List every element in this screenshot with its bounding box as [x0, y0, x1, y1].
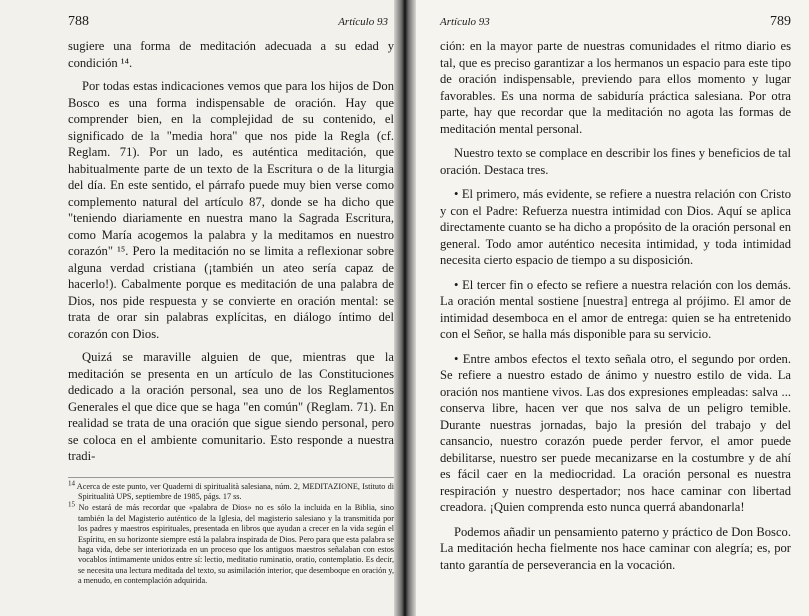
right-head-title: Artículo 93: [440, 16, 490, 28]
right-paragraph-1: ción: en la mayor parte de nuestras comunidades el ritmo diario es tal, que es preciso garantizar a los hermanos un espacio para este tipo de oración indispensable, previendo para ellos momento y lugar favorables. Es una norma de sabiduría práctica salesiana. Por otra parte, hay que recordar que la meditación no agota las formas de meditación mental personal.: [440, 39, 791, 136]
right-running-head: [440, 14, 791, 34]
footnote-14-text: Acerca de este punto, ver Quaderni di spiritualità salesiana, núm. 2, MEDITAZIONE, Istituto di Spiritualità UPS, septiembre de 1985, págs. 17 ss.: [76, 481, 394, 501]
right-page: [408, 0, 809, 616]
left-body-text: [68, 38, 394, 465]
right-paragraph-3: • El primero, más evidente, se refiere a nuestra relación con Cristo y con el Padre: Refuerza nuestra intimidad con Dios. Aquí se aplica directamente cuanto se ha dicho a propósito de la oración personal en general. Todo amor auténtico necesita intimidad, y toda intimidad necesita cierto espacio de tiempo a su disposición.: [440, 187, 791, 267]
book-gutter: [394, 0, 416, 616]
left-paragraph-1: sugiere una forma de meditación adecuada a su edad y condición ¹⁴.: [68, 39, 394, 70]
right-page-number: 789: [770, 14, 791, 29]
right-paragraph-6: Podemos añadir un pensamiento paterno y práctico de Don Bosco. La meditación hecha fielmente nos hace caminar con alegría; es, por tanto garantía de perseverancia en la vocación.: [440, 524, 791, 572]
footnote-14-number: 14: [68, 478, 75, 487]
right-paragraph-2: Nuestro texto se complace en describir los fines y beneficios de tal oración. Destaca tres.: [440, 146, 791, 177]
right-paragraph-4: • El tercer fin o efecto se refiere a nuestra relación con los demás. La oración mental sostiene [nuestra] entrega al prójimo. El amor de intimidad desemboca en el amor de entrega: quien se ha entretenido con el Señor, se halla más disponible para su servicio.: [440, 277, 791, 341]
footnote-15-text: No estará de más recordar que «palabra de Dios» no es sólo la incluida en la Biblia, sino también la del Magisterio auténtico de la Iglesia, del magisterio salesiano y la transmitida por los padres y maestros espirituales, presentada en libros que ayudan a crecer en la vida según el Espíritu, en su horizonte siempre está la palabra inspirada de Dios. Pero para que esta palabra se haga vida, debe ser interiorizada en un proceso que los antiguos maestros señalaban con estos vocablos íntimamente unidos entre sí: lectio, meditatio ruminatio, oratio, contemplatio. Es decir, se necesita una lectura meditada del texto, su asimilación interior, que desemboque en oración y, a menudo, en contemplación adquirida.: [78, 503, 394, 586]
right-paragraph-5: • Entre ambos efectos el texto señala otro, el segundo por orden. Se refiere a nuestro estado de ánimo y nuestro estilo de vida. La oración nos mantiene vivos. Las dos expresiones empleadas: salva ... conserva libre, hacen ver que nos salva de un peligro temible. Durante nuestras jornadas, bajo la presión del trabajo y del cansancio, nuestro corazón puede perder fervor, el amor puede debilitarse, nuestro ser puede mecanizarse en la costumbre y de ahí es fácil caer en la mediocridad. La oración personal es nuestra respiración y nuestro despertador; nos hace caminar con libertad creadora. ¡Quien comprenda esto nunca querrá abandonarla!: [440, 351, 791, 514]
footnote-14: [68, 478, 394, 503]
left-running-head: [68, 14, 394, 34]
footnote-15: [68, 500, 394, 586]
left-page: [0, 0, 404, 616]
left-head-title: Artículo 93: [338, 16, 388, 28]
left-paragraph-2: Por todas estas indicaciones vemos que para los hijos de Don Bosco es una forma indispensable de oración. Hay que comprender bien, en la complejidad de su contenido, el significado de la "media hora" que nos pide la Regla (cf. Reglam. 71). Por un lado, es auténtica meditación, que habitualmente parte de un texto de la Escritura o de la liturgia del día. En este sentido, el párrafo puede muy bien verse como complemento natural del artículo 87, donde se ha dicho que "teniendo diariamente en nuestra mano la Sagrada Escritura, como María acogemos la palabra y la meditamos en nuestro corazón" ¹⁵. Pero la meditación no se limita a reflexionar sobre alguna verdad cristiana (¡también un ateo sería capaz de hacerlo!). Cabalmente porque es meditación de una palabra de Dios, nos pide respuesta y se convierte en oración mental: se trata de orar sin palabras explícitas, en diálogo íntimo del corazón con Dios.: [68, 79, 394, 341]
left-footnotes: [68, 477, 394, 587]
right-body-text: [440, 38, 791, 573]
left-page-number: 788: [68, 14, 89, 29]
footnote-15-number: 15: [68, 500, 75, 509]
left-paragraph-3: Quizá se maraville alguien de que, mientras que la meditación se presenta en un artículo de las Constituciones dedicado a la oración personal, sea uno de los Reglamentos Generales el que dice que se haga "en común" (Reglam. 71). En realidad se trata de una oración que sigue siendo personal, pero se coloca en el ambiente comunitario. Esto responde a nuestra tradi-: [68, 350, 394, 463]
